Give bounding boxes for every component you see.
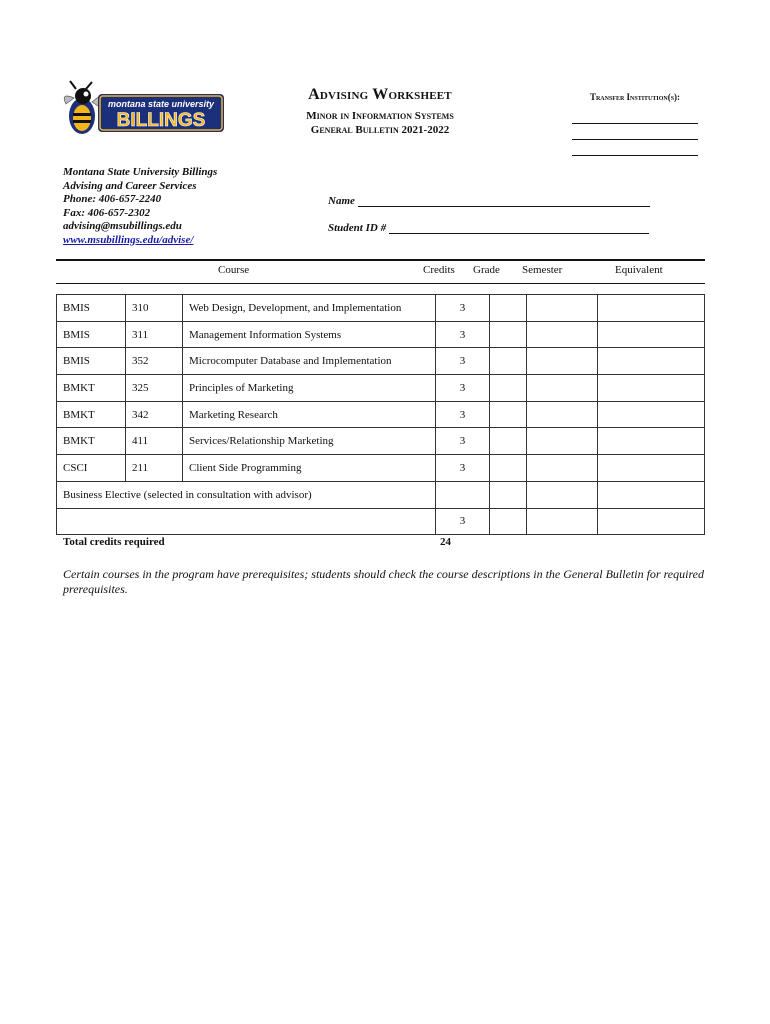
worksheet-title: Advising Worksheet — [308, 86, 452, 103]
equivalent-cell[interactable] — [598, 428, 705, 455]
course-subject: BMIS — [57, 321, 126, 348]
course-subject: CSCI — [57, 455, 126, 482]
student-id-line[interactable] — [389, 223, 649, 234]
contact-department: Advising and Career Services — [63, 179, 197, 192]
equivalent-cell[interactable] — [598, 321, 705, 348]
equivalent-cell[interactable] — [598, 481, 705, 508]
header-equivalent: Equivalent — [615, 264, 663, 276]
course-subject: BMIS — [57, 348, 126, 375]
semester-cell[interactable] — [527, 375, 598, 402]
transfer-institutions — [560, 92, 710, 156]
grade-cell[interactable] — [490, 428, 527, 455]
contact-fax: Fax: 406-657-2302 — [63, 206, 151, 219]
grade-cell[interactable] — [490, 348, 527, 375]
table-row — [57, 455, 705, 482]
course-subject: BMKT — [57, 428, 126, 455]
course-title: Marketing Research — [183, 401, 436, 428]
grade-cell[interactable] — [490, 401, 527, 428]
semester-cell[interactable] — [527, 455, 598, 482]
course-credits: 3 — [436, 401, 490, 428]
semester-cell[interactable] — [527, 401, 598, 428]
table-row — [57, 321, 705, 348]
course-number: 352 — [126, 348, 183, 375]
grade-cell[interactable] — [490, 508, 527, 535]
bulletin-subtitle: General Bulletin 2021-2022 — [310, 124, 450, 136]
student-id-field[interactable] — [328, 222, 649, 234]
table-row — [57, 428, 705, 455]
grade-cell[interactable] — [490, 375, 527, 402]
elective-row — [57, 508, 705, 535]
table-row — [57, 401, 705, 428]
equivalent-cell[interactable] — [598, 295, 705, 322]
contact-phone: Phone: 406-657-2240 — [63, 193, 162, 205]
course-subject: BMIS — [57, 295, 126, 322]
semester-cell[interactable] — [527, 508, 598, 535]
grade-cell[interactable] — [490, 455, 527, 482]
msub-logo — [62, 80, 230, 140]
prerequisite-note: Certain courses in the program have prerequisites; students should check the course descriptions in the General Bulletin for required prerequisites. — [63, 567, 705, 596]
semester-cell[interactable] — [527, 295, 598, 322]
elective-credits-empty — [436, 481, 490, 508]
minor-subtitle: Minor in Information Systems — [306, 110, 454, 122]
contact-email: advising@msubillings.edu — [63, 220, 182, 232]
grade-cell[interactable] — [490, 481, 527, 508]
course-number: 342 — [126, 401, 183, 428]
course-subject: BMKT — [57, 375, 126, 402]
course-number: 311 — [126, 321, 183, 348]
course-title: Management Information Systems — [183, 321, 436, 348]
total-label: Total credits required — [63, 536, 165, 548]
header-grade: Grade — [473, 264, 500, 276]
equivalent-cell[interactable] — [598, 455, 705, 482]
course-title: Web Design, Development, and Implementation — [183, 295, 436, 322]
header-semester: Semester — [522, 264, 563, 276]
course-credits: 3 — [436, 375, 490, 402]
contact-info — [63, 166, 217, 247]
contact-website-link[interactable]: www.msubillings.edu/advise/ — [63, 233, 194, 246]
logo-text-line1: montana state university — [107, 99, 215, 109]
equivalent-cell[interactable] — [598, 375, 705, 402]
header-credits: Credits — [423, 264, 455, 276]
course-credits: 3 — [436, 428, 490, 455]
course-credits: 3 — [436, 295, 490, 322]
course-credits: 3 — [436, 321, 490, 348]
course-title: Microcomputer Database and Implementation — [183, 348, 436, 375]
name-label: Name — [328, 195, 355, 207]
total-value: 24 — [440, 536, 451, 548]
equivalent-cell[interactable] — [598, 401, 705, 428]
table-row — [57, 295, 705, 322]
course-number: 411 — [126, 428, 183, 455]
semester-cell[interactable] — [527, 321, 598, 348]
contact-university: Montana State University Billings — [63, 166, 218, 178]
course-table — [56, 294, 705, 535]
transfer-line-3[interactable] — [572, 140, 698, 156]
course-subject: BMKT — [57, 401, 126, 428]
equivalent-cell[interactable] — [598, 508, 705, 535]
course-credits: 3 — [436, 455, 490, 482]
transfer-label: Transfer Institution(s): — [589, 92, 681, 102]
course-number: 310 — [126, 295, 183, 322]
name-field[interactable] — [328, 195, 650, 207]
elective-credits: 3 — [436, 508, 490, 535]
table-header — [56, 259, 705, 284]
course-credits: 3 — [436, 348, 490, 375]
grade-cell[interactable] — [490, 321, 527, 348]
table-row — [57, 375, 705, 402]
table-row — [57, 348, 705, 375]
elective-label-row — [57, 481, 705, 508]
course-number: 325 — [126, 375, 183, 402]
elective-label: Business Elective (selected in consultation with advisor) — [57, 481, 436, 508]
semester-cell[interactable] — [527, 428, 598, 455]
title-block — [250, 86, 510, 136]
header-course: Course — [218, 264, 250, 276]
course-title: Principles of Marketing — [183, 375, 436, 402]
transfer-line-1[interactable] — [572, 108, 698, 124]
elective-course-entry[interactable] — [57, 508, 436, 535]
semester-cell[interactable] — [527, 348, 598, 375]
equivalent-cell[interactable] — [598, 348, 705, 375]
student-id-label: Student ID # — [328, 222, 387, 234]
semester-cell[interactable] — [527, 481, 598, 508]
course-title: Client Side Programming — [183, 455, 436, 482]
grade-cell[interactable] — [490, 295, 527, 322]
logo-text-line2: BILLINGS — [116, 110, 206, 131]
name-line[interactable] — [358, 196, 650, 207]
yellowjacket-logo-icon — [62, 80, 230, 140]
course-number: 211 — [126, 455, 183, 482]
course-title: Services/Relationship Marketing — [183, 428, 436, 455]
transfer-line-2[interactable] — [572, 124, 698, 140]
